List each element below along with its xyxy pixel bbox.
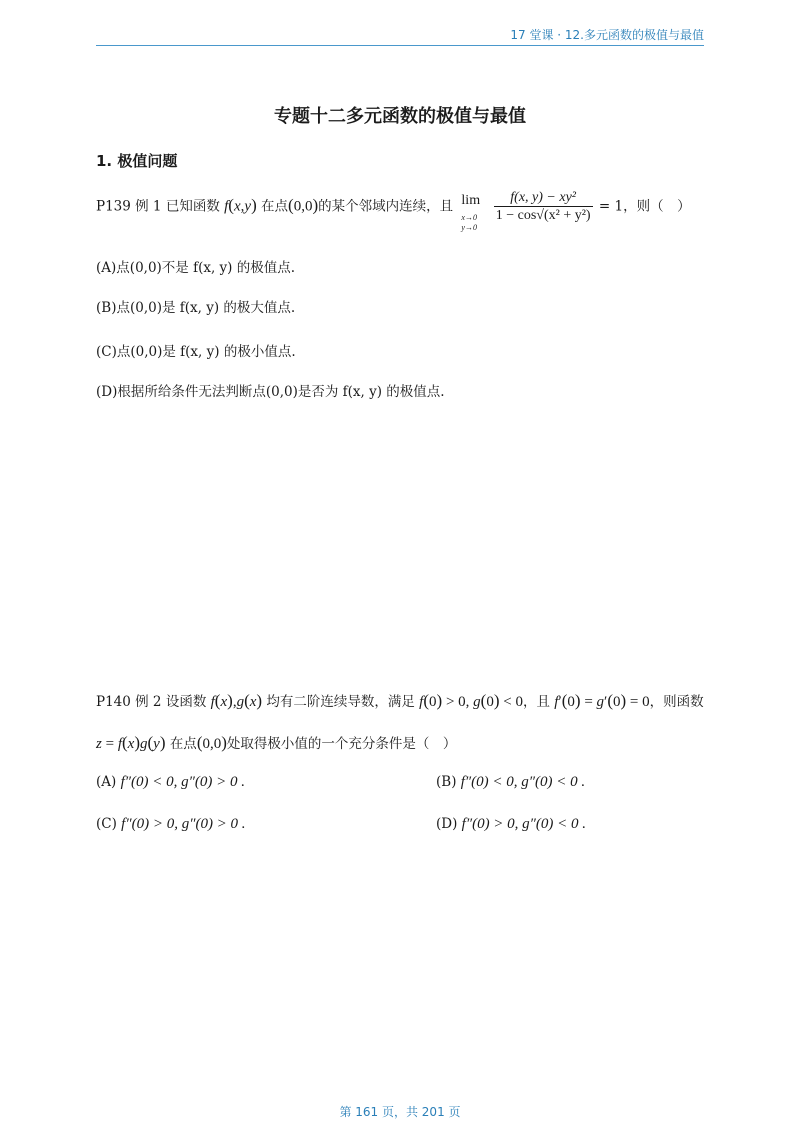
fraction-numerator: f(x, y) − xy² <box>494 190 593 207</box>
problem1-suffix: = 1，则（ ） <box>598 198 691 215</box>
section-heading: 1. 极值问题 <box>96 152 178 170</box>
problem1-prefix: P139 例 1 已知函数 <box>96 198 220 215</box>
problem1-text-a: 在点 <box>261 198 289 215</box>
page-footer: 第 161 页，共 201 页 <box>339 1105 461 1119</box>
problem1-text-b: 的某个邻域内连续，且 <box>318 198 454 215</box>
function-f: f <box>224 198 229 215</box>
limit-fraction <box>494 190 593 224</box>
problem2-option-d: (D) f″(0) > 0, g″(0) < 0 . <box>436 816 587 832</box>
problem2-option-a: (A) f″(0) < 0, g″(0) > 0 . <box>96 774 245 790</box>
problem2-prefix: P140 例 2 设函数 <box>96 694 207 710</box>
problem1-option-b: (B)点(0,0)是 f(x, y) 的极大值点. <box>96 300 296 316</box>
problem2-option-b: (B) f″(0) < 0, g″(0) < 0 . <box>436 774 586 790</box>
fraction-denominator: 1 − cos√(x² + y²) <box>495 208 591 223</box>
problem1-option-c: (C)点(0,0)是 f(x, y) 的极小值点. <box>96 344 296 360</box>
problem2-stem-line2: z = f(x)g(y) 在点(0,0)处取得极小值的一个充分条件是（ ） <box>96 733 457 752</box>
problem1-stem: P139 例 1 已知函数 f(x,y) 在点(0,0)的某个邻域内连续，且 lim x→0 y→0 $\frac{\text{f(x, y) − xy²}}{\text{1 − cos√(x² + y²)}}$ = 1，则（ ） <box>96 186 691 228</box>
problem1-option-a: (A)点(0,0)不是 f(x, y) 的极值点. <box>96 260 296 276</box>
running-header: 17 堂课 · 12.多元函数的极值与最值 <box>510 28 704 42</box>
header-divider <box>96 45 704 46</box>
problem2-stem-line1: P140 例 2 设函数 f(x),g(x) 均有二阶连续导数，满足 f(0) > 0, g(0) < 0，且 f′(0) = g′(0) = 0，则函数 <box>96 691 704 710</box>
problem1-option-d: (D)根据所给条件无法判断点(0,0)是否为 f(x, y) 的极值点. <box>96 384 445 400</box>
chapter-title: 专题十二多元函数的极值与最值 <box>274 106 526 127</box>
limit-operator: lim x→0 y→0 <box>461 193 481 232</box>
problem2-option-c: (C) f″(0) > 0, g″(0) > 0 . <box>96 816 246 832</box>
